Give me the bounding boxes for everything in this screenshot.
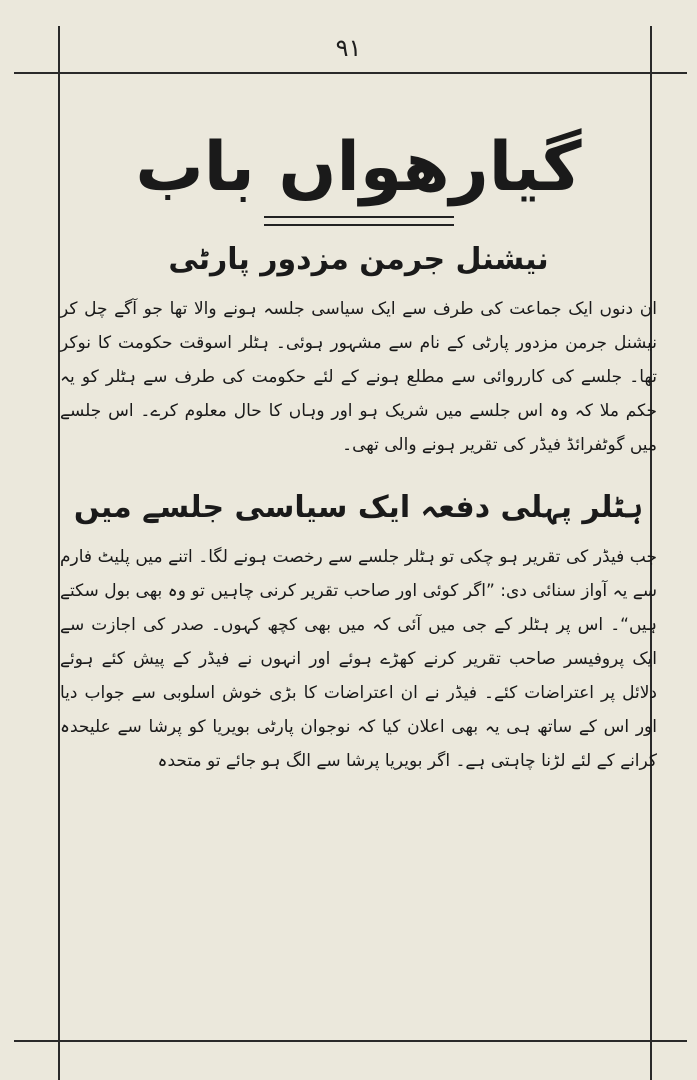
page-number: ۹۱: [335, 34, 362, 62]
chapter-title: گیارھواں باب: [135, 128, 582, 207]
section-paragraph-first-meeting: جب فیڈر کی تقریر ہو چکی تو ہٹلر جلسے سے رخصت ہونے لگا۔ اتنے میں پلیٹ فارم سے یہ آواز سنائی دی: ”اگر کوئی اور صاحب تقریر کرنی چاہیں تو وہ بھی بول سکتے ہیں“۔ اس پر ہٹلر کے جی میں آئی کہ میں بھی کچھ کہوں۔ صدر کی اجازت سے ایک پروفیسر صاحب تقریر کرنے کھڑے ہوئے اور انہوں نے فیڈر کے پیش کئے ہوئے دلائل پر اعتراضات کئے۔ فیڈر نے ان اعتراضات کا بڑی خوش اسلوبی سے جواب دیا اور اس کے ساتھ ہی یہ بھی اعلان کیا کہ نوجوان پارٹی بویریا کو پرشا سے علیحدہ کرانے کے لئے لڑنا چاہتی ہے۔ اگر بویریا پرشا سے الگ ہو جائے تو متحدہ: [60, 547, 657, 771]
page-content: [60, 120, 657, 778]
top-border-line: [14, 72, 687, 74]
section-heading-first-meeting: ہٹلر پہلی دفعہ ایک سیاسی جلسے میں: [73, 490, 644, 525]
title-double-rule: [264, 216, 454, 226]
section-heading-party: نیشنل جرمن مزدور پارٹی: [168, 242, 549, 277]
section-paragraph-party: ان دنوں ایک جماعت کی طرف سے ایک سیاسی جلسہ ہونے والا تھا جو آگے چل کر نیشنل جرمن مزدور پارٹی کے نام سے مشہور ہوئی۔ ہٹلر اسوقت حکومت کا نوکر تھا۔ جلسے کی کارروائی سے مطلع ہونے کے لئے حکومت کی طرف سے ہٹلر کو یہ حکم ملا کہ وہ اس جلسے میں شریک ہو اور وہاں کا حال معلوم کرے۔ اس جلسے میں گوٹفرائڈ فیڈر کی تقریر ہونے والی تھی۔: [60, 299, 657, 455]
bottom-border-line: [14, 1040, 687, 1042]
